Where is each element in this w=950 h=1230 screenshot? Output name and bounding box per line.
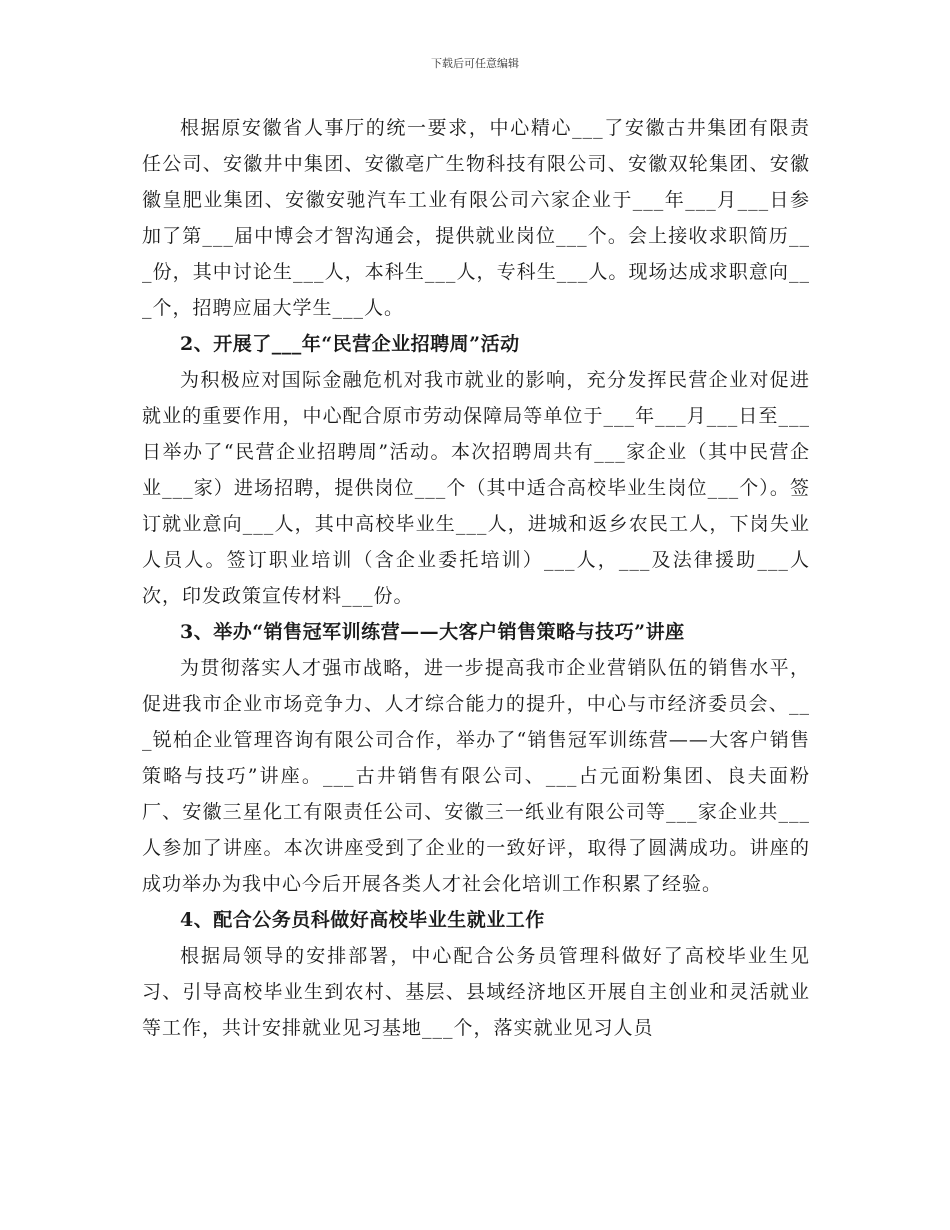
- paragraph-graduate-employment: 根据局领导的安排部署，中心配合公务员管理科做好了高校毕业生见习、引导高校毕业生到农村、基层、县域经济地区开展自主创业和灵活就业等工作，共计安排就业见习基地___个，落实就业见习人员: [142, 945, 810, 1039]
- paragraph-recruitment-week: 为积极应对国际金融危机对我市就业的影响，充分发挥民营企业对促进就业的重要作用，中心配合原市劳动保障局等单位于___年___月___日至___日举办了“民营企业招聘周”活动。本次招聘周共有___家企业（其中民营企业___家）进场招聘，提供岗位___个（其中适合高校毕业生岗位___个）。签订就业意向___人，其中高校毕业生___人，进城和返乡农民工人，下岗失业人员人。签订职业培训（含企业委托培训）___人，___及法律援助___人次，印发政策宣传材料___份。: [142, 369, 810, 607]
- document-body: [142, 110, 810, 1046]
- heading-sales-lecture: 3、举办“销售冠军训练营——大客户销售策略与技巧”讲座: [180, 621, 685, 643]
- heading-graduate-employment: 4、配合公务员科做好高校毕业生就业工作: [180, 909, 545, 931]
- paragraph-sales-lecture: 为贯彻落实人才强市战略，进一步提高我市企业营销队伍的销售水平，促进我市企业市场竞争力、人才综合能力的提升，中心与市经济委员会、___锐柏企业管理咨询有限公司合作，举办了“销售冠军训练营——大客户销售策略与技巧”讲座。___古井销售有限公司、___占元面粉集团、良夫面粉厂、安徽三星化工有限责任公司、安徽三一纸业有限公司等___家企业共___人参加了讲座。本次讲座受到了企业的一致好评，取得了圆满成功。讲座的成功举办为我中心今后开展各类人才社会化培训工作积累了经验。: [142, 657, 810, 895]
- page-header: 下载后可任意编辑: [431, 57, 519, 70]
- paragraph-zhongbohui: 根据原安徽省人事厅的统一要求，中心精心___了安徽古井集团有限责任公司、安徽井中集团、安徽亳广生物科技有限公司、安徽双轮集团、安徽徽皇肥业集团、安徽安驰汽车工业有限公司六家企业于___年___月___日参加了第___届中博会才智沟通会，提供就业岗位___个。会上接收求职简历___份，其中讨论生___人，本科生___人，专科生___人。现场达成求职意向___个，招聘应届大学生___人。: [142, 117, 810, 319]
- heading-recruitment-week: 2、开展了___年“民营企业招聘周”活动: [180, 333, 520, 355]
